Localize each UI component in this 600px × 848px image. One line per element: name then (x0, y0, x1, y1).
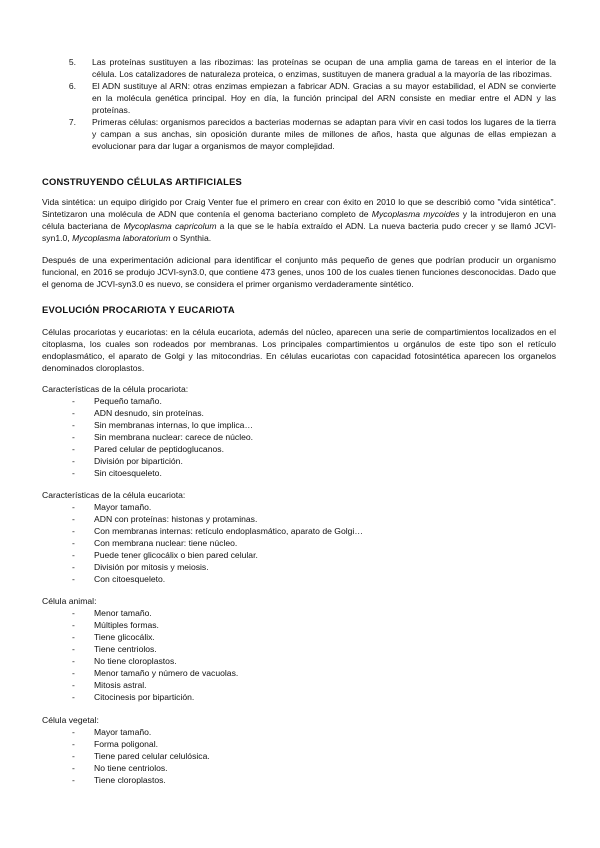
item-number: 5. (68, 57, 76, 67)
item-text: Sin citoesqueleto. (94, 468, 162, 478)
item-text: No tiene cloroplastos. (94, 656, 177, 666)
list-item (42, 643, 556, 655)
list-label: Características de la célula eucariota: (42, 490, 186, 500)
item-text: No tiene centriolos. (94, 763, 168, 773)
list-item (42, 762, 556, 774)
bullet: - (72, 763, 75, 773)
bullet: - (72, 538, 75, 548)
bullet: - (72, 574, 75, 584)
bullet: - (72, 668, 75, 678)
list-item (42, 679, 556, 691)
item-text: ADN con proteínas: histonas y protaminas. (94, 514, 258, 524)
section-heading: CONSTRUYENDO CÉLULAS ARTIFICIALES (42, 176, 243, 187)
item-text: División por mitosis y meiosis. (94, 562, 209, 572)
bullet: - (72, 562, 75, 572)
item-text: Primeras células: organismos parecidos a bacterias modernas se adaptan para vivir en casi todos los lugares de la tierra y campan a sus anchas, sin oposición durante miles de millones de años, hasta que algunas de ellas empiezan a evolucionar para dar lugar a organismos de mayor complejidad. (92, 117, 556, 151)
bullet: - (72, 408, 75, 418)
species-name: Mycoplasma mycoides (371, 209, 460, 219)
item-text: Menor tamaño y número de vacuolas. (94, 668, 239, 678)
bullet: - (72, 526, 75, 536)
list-item (42, 750, 556, 762)
list-item (58, 80, 556, 116)
list-item (42, 395, 556, 407)
list-item (42, 738, 556, 750)
list-label: Características de la célula procariota: (42, 384, 189, 394)
bullet: - (72, 644, 75, 654)
list-item (58, 116, 556, 152)
list-label: Célula vegetal: (42, 715, 99, 725)
text-run: y la introdujeron en una célula bacteriana de (42, 209, 557, 231)
list-item (42, 631, 556, 643)
bullet: - (72, 620, 75, 630)
list-item (42, 573, 556, 585)
bullet: - (72, 420, 75, 430)
item-text: Pared celular de peptidoglucanos. (94, 444, 224, 454)
item-text: Tiene pared celular celulósica. (94, 751, 210, 761)
list-item (58, 56, 556, 80)
bullet: - (72, 468, 75, 478)
item-text: ADN desnudo, sin proteínas. (94, 408, 204, 418)
list-item (42, 407, 556, 419)
plant-cell-list (42, 726, 556, 786)
text-run: a la que se le había extraído el ADN. La nueva bacteria pudo crecer y se llamó JCVI-syn1.0, (42, 221, 556, 243)
procariota-section (42, 383, 556, 479)
list-item (42, 549, 556, 561)
item-text: Forma poligonal. (94, 739, 159, 749)
item-text: Sin membranas internas, lo que implica… (94, 420, 254, 430)
bullet: - (72, 608, 75, 618)
bullet: - (72, 692, 75, 702)
text-run: Vida sintética: un equipo dirigido por Craig Venter fue el primero en crear con éxito en 2010 lo que se describió como "vida sintética". Sintetizaron una molécula de ADN que contenía el genoma bacteriano completo de (42, 197, 556, 219)
item-text: Mayor tamaño. (94, 727, 152, 737)
species-name: Mycoplasma laboratorium (72, 233, 171, 243)
bullet: - (72, 502, 75, 512)
list-item (42, 513, 556, 525)
item-text: Citocinesis por bipartición. (94, 692, 195, 702)
item-text: Menor tamaño. (94, 608, 152, 618)
item-text: Tiene cloroplastos. (94, 775, 166, 785)
item-text: Tiene centriolos. (94, 644, 157, 654)
list-item (42, 467, 556, 479)
item-number: 6. (68, 81, 76, 91)
item-text: El ADN sustituye al ARN: otras enzimas empiezan a fabricar ADN. Gracias a su mayor estabilidad, el ADN se convierte en la molécula genética principal. Hoy en día, la función principal del ARN consiste en mediar entre el ADN y las proteínas. (92, 81, 556, 115)
item-text: Pequeño tamaño. (94, 396, 162, 406)
list-label: Célula animal: (42, 596, 97, 606)
species-name: Mycoplasma capricolum (123, 221, 217, 231)
list-item (42, 501, 556, 513)
bullet: - (72, 751, 75, 761)
bullet: - (72, 550, 75, 560)
bullet: - (72, 775, 75, 785)
section-heading: EVOLUCIÓN PROCARIOTA Y EUCARIOTA (42, 304, 235, 315)
paragraph: Después de una experimentación adicional para identificar el conjunto más pequeño de genes que podrían producir un organismo funcional, en 2016 se produjo JCVI-syn3.0, que contiene 473 genes, unos 100 de los cuales tienen funciones desconocidas. Dado que el genoma de JCVI-syn3.0 es nuevo, se considera el primer organismo verdaderamente sintético. (42, 255, 556, 289)
plant-cell-section (42, 714, 556, 786)
item-text: Con membrana nuclear: tiene núcleo. (94, 538, 238, 548)
procariota-list (42, 395, 556, 479)
artificial-cells-section (42, 176, 556, 290)
list-item (42, 667, 556, 679)
item-number: 7. (68, 117, 76, 127)
bullet: - (72, 514, 75, 524)
list-item (42, 691, 556, 703)
evolution-section (42, 304, 556, 374)
list-item (42, 561, 556, 573)
list-item (42, 774, 556, 786)
item-text: Sin membrana nuclear: carece de núcleo. (94, 432, 254, 442)
list-item (42, 525, 556, 537)
item-text: Tiene glicocálix. (94, 632, 155, 642)
paragraph: Células procariotas y eucariotas: en la célula eucariota, además del núcleo, aparecen una serie de compartimientos localizados en el citoplasma, los cuales son rodeados por membranas. Los principales compartimientos u orgánulos de este tipo son el retículo endoplasmático, el aparato de Golgi y las mitocondrias. En células eucariotas con capacidad fotosintética aparecen los organelos denominados cloroplastos. (42, 327, 556, 373)
text-run: o Synthia. (170, 233, 212, 243)
bullet: - (72, 680, 75, 690)
item-text: Puede tener glicocálix o bien pared celular. (94, 550, 258, 560)
item-text: Mitosis astral. (94, 680, 147, 690)
item-text: Con citoesqueleto. (94, 574, 166, 584)
eucariota-section (42, 489, 556, 585)
bullet: - (72, 727, 75, 737)
animal-cell-section (42, 595, 556, 703)
bullet: - (72, 456, 75, 466)
list-item (42, 431, 556, 443)
bullet: - (72, 432, 75, 442)
list-item (42, 419, 556, 431)
list-item (42, 537, 556, 549)
paragraph (42, 196, 556, 244)
item-text: Las proteínas sustituyen a las ribozimas: las proteínas se ocupan de una amplia gama de tareas en el interior de la célula. Los catalizadores de naturaleza proteica, o enzimas, sustituyen de manera gradual a la mayoría de las ribozimas. (92, 57, 556, 79)
item-text: Mayor tamaño. (94, 502, 152, 512)
bullet: - (72, 396, 75, 406)
animal-cell-list (42, 607, 556, 703)
origin-steps-list (58, 56, 556, 152)
bullet: - (72, 739, 75, 749)
list-item (42, 655, 556, 667)
list-item (42, 726, 556, 738)
item-text: Con membranas internas: retículo endoplasmático, aparato de Golgi… (94, 526, 363, 536)
list-item (42, 455, 556, 467)
bullet: - (72, 656, 75, 666)
eucariota-list (42, 501, 556, 585)
item-text: Múltiples formas. (94, 620, 159, 630)
list-item (42, 443, 556, 455)
bullet: - (72, 632, 75, 642)
bullet: - (72, 444, 75, 454)
list-item (42, 619, 556, 631)
list-item (42, 607, 556, 619)
item-text: División por bipartición. (94, 456, 183, 466)
